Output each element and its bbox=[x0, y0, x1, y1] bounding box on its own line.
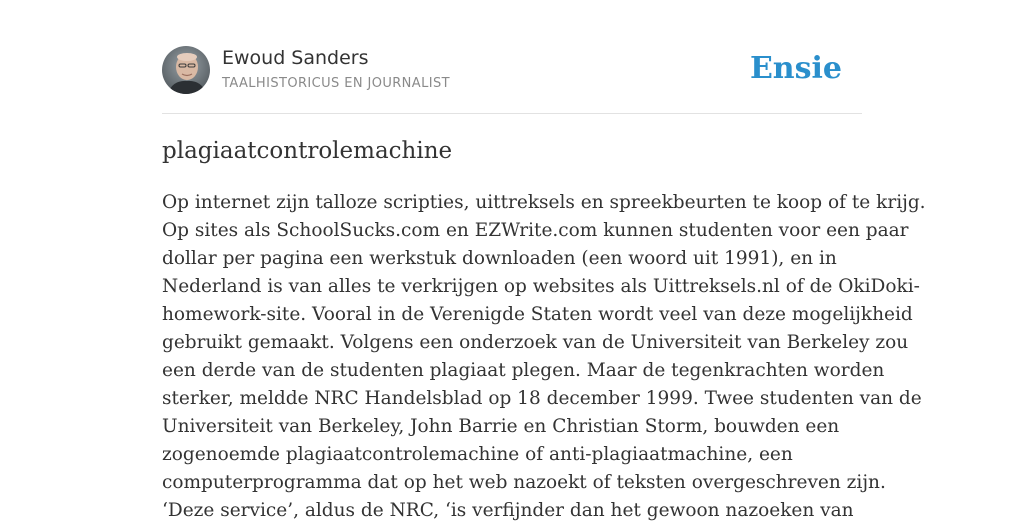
body-line: Op internet zijn talloze scripties, uittreksels en spreekbeurten te koop of te krijg. bbox=[162, 192, 926, 213]
ensie-logo-link[interactable]: Ensie bbox=[749, 51, 842, 86]
body-line: homework-site. Vooral in de Verenigde Staten wordt veel van deze mogelijkheid bbox=[162, 304, 913, 325]
entry-card bbox=[162, 0, 926, 521]
body-line: gebruikt gemaakt. Volgens een onderzoek van de Universiteit van Berkeley zou bbox=[162, 332, 909, 353]
author-avatar[interactable] bbox=[162, 46, 210, 94]
author-header bbox=[162, 46, 862, 96]
author-role: TAALHISTORICUS EN JOURNALIST bbox=[222, 76, 450, 91]
body-line: Universiteit van Berkeley, John Barrie en Christian Storm, bouwden een bbox=[162, 416, 840, 437]
body-line: sterker, meldde NRC Handelsblad op 18 december 1999. Twee studenten van de bbox=[162, 388, 922, 409]
author-name[interactable]: Ewoud Sanders bbox=[222, 47, 369, 69]
body-line: Nederland is van alles te verkrijgen op websites als Uittreksels.nl of de OkiDoki- bbox=[162, 276, 920, 297]
body-line: dollar per pagina een werkstuk downloaden (een woord uit 1991), en in bbox=[162, 248, 837, 269]
body-line: zogenoemde plagiaatcontrolemachine of anti-plagiaatmachine, een bbox=[162, 444, 793, 465]
person-photo-icon bbox=[162, 46, 210, 94]
entry-title: plagiaatcontrolemachine bbox=[162, 138, 453, 164]
entry-body bbox=[162, 189, 926, 525]
body-line: ‘Deze service’, aldus de NRC, ‘is verfijnder dan het gewoon nazoeken van bbox=[162, 500, 854, 521]
body-line: Op sites als SchoolSucks.com en EZWrite.com kunnen studenten voor een paar bbox=[162, 220, 909, 241]
body-line: een derde van de studenten plagiaat plegen. Maar de tegenkrachten worden bbox=[162, 360, 885, 381]
body-line: computerprogramma dat op het web nazoekt of teksten overgeschreven zijn. bbox=[162, 472, 886, 493]
header-divider bbox=[162, 113, 862, 114]
